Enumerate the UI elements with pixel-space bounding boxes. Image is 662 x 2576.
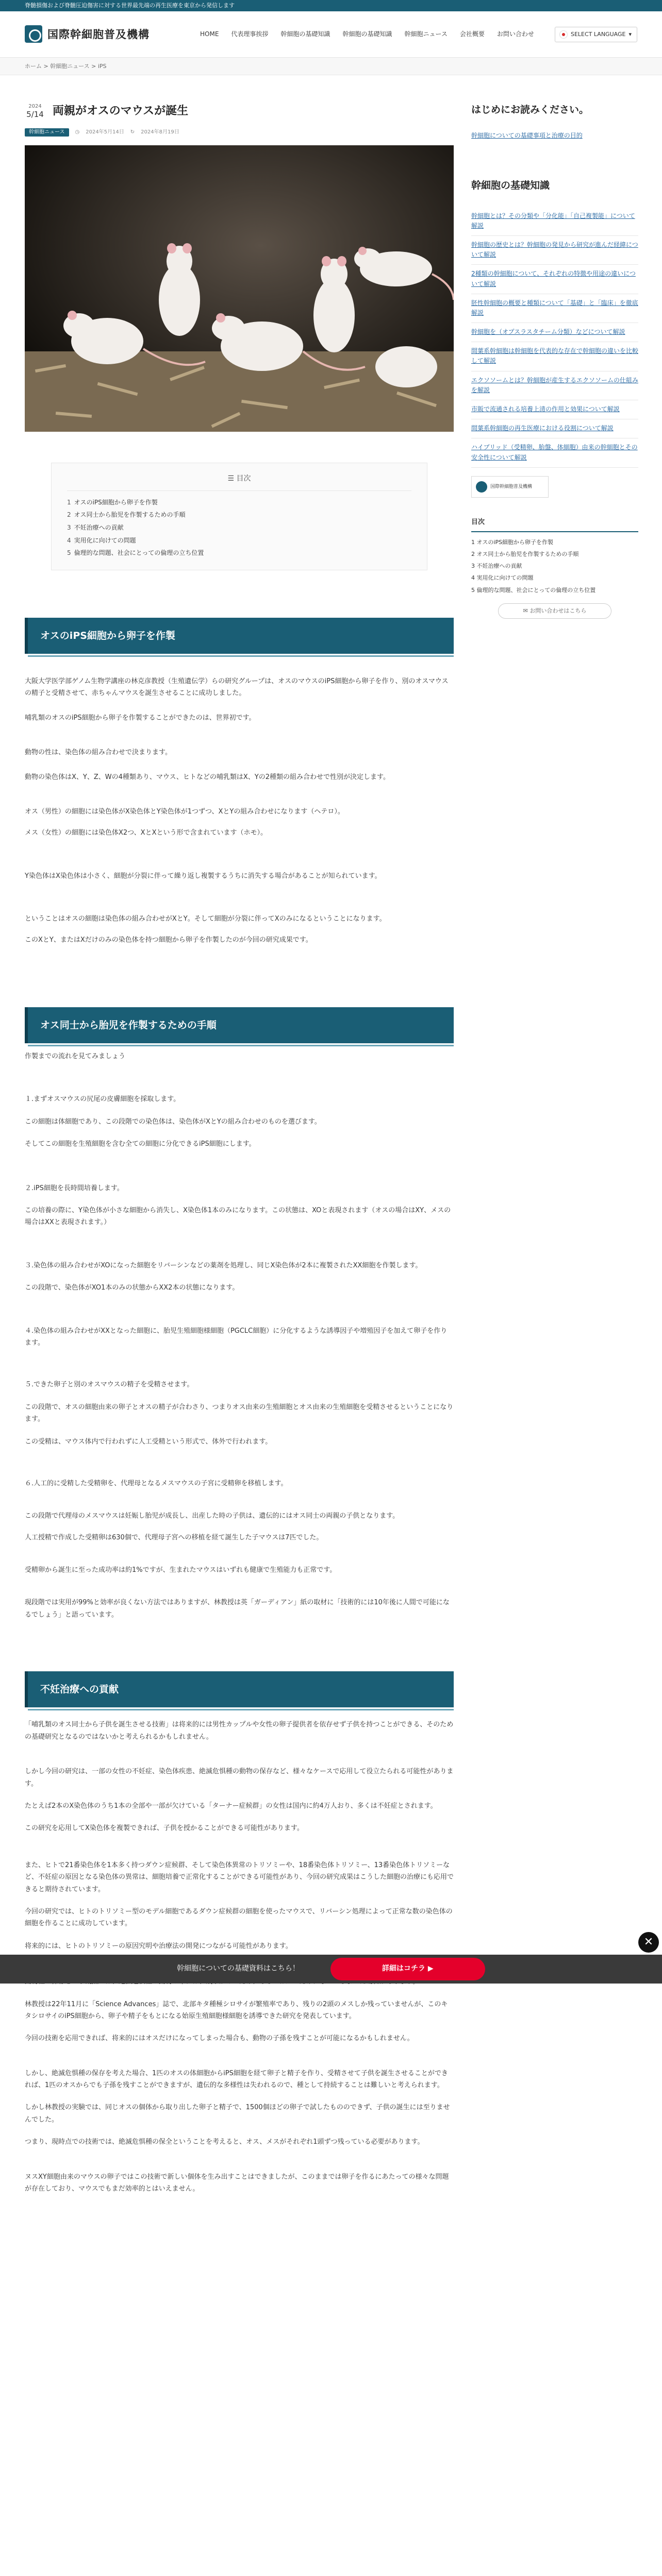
toc-item: 2 オス同士から胎児を作製するための手順 bbox=[471, 551, 579, 558]
category-badge[interactable]: 幹細胞ニュース bbox=[25, 128, 69, 137]
list-item bbox=[471, 438, 638, 467]
mail-icon: ✉ bbox=[523, 607, 530, 614]
paragraph: Y染色体はX染色体は小さく、細胞が分裂に伴って繰り返し複製するうちに消失する場合があることが知られています。 bbox=[25, 872, 382, 880]
sidebar-toc-list bbox=[471, 536, 638, 596]
sidebar-toc-widget bbox=[471, 516, 638, 619]
sidebar-intro-link[interactable]: 幹細胞についての基礎事項と治療の目的 bbox=[471, 132, 583, 140]
paragraph: ２.iPS細胞を長時間培養します。 bbox=[25, 1184, 124, 1192]
list-item bbox=[471, 400, 638, 419]
sidebar-intro-widget bbox=[471, 101, 638, 141]
sidebar-article-link[interactable]: エクソソームとは？幹細胞が産生するエクソソームの仕組みを解説 bbox=[471, 376, 639, 394]
sidebar-article-link[interactable]: 幹細胞を（オプスラスタチーム分類）などについて解説 bbox=[471, 328, 625, 336]
top-announcement-text: 脊髄損傷および脊髄圧迫傷害に対する世界最先端の再生医療を東京から発信します bbox=[25, 2, 235, 9]
toc-item: 5 倫理的な問題、社会にとっての倫理の立ち位置 bbox=[471, 586, 596, 594]
paragraph: 動物の染色体はX、Y、Z、Wの4種類あり、マウス、ヒトなどの哺乳類はX、Yの2種類の組み合わせで性別が決定します。 bbox=[25, 773, 390, 781]
toc-divider bbox=[67, 490, 411, 491]
nav-item-company[interactable]: 会社概要 bbox=[459, 30, 485, 38]
paragraph: つまり、現時点での技術では、絶滅危惧種の保全ということを考えると、オス、メスがそれぞれ1頭ずつ残っている必要があります。 bbox=[25, 2138, 424, 2146]
list-item bbox=[471, 323, 638, 342]
paragraph: この培養の際に、Y染色体が小さな細胞から消失し、X染色体1本のみになります。この状態は、XOと表現されます（オスの場合はXY、メスの場合はXXと表現されます。） bbox=[25, 1206, 451, 1227]
paragraph: ということはオスの細胞は染色体の組み合わせがXとY。そして細胞が分裂に伴ってXのみになるということになります。 bbox=[25, 915, 386, 923]
updated-date: 2024年8月19日 bbox=[141, 129, 179, 135]
logo-icon bbox=[25, 25, 42, 43]
japan-flag-icon bbox=[559, 30, 568, 39]
sidebar-contact-button[interactable]: ✉ お問い合わせはこちら bbox=[498, 603, 611, 619]
paragraph: この段階で、染色体がXO1本のみの状態からXX2本の状態になります。 bbox=[25, 1284, 239, 1292]
global-nav bbox=[200, 29, 534, 40]
nav-item-basics[interactable]: 幹細胞の基礎知識 bbox=[280, 30, 330, 38]
list-item bbox=[471, 236, 638, 265]
paragraph: また、ヒトで21番染色体を1本多く持つダウン症候群、そして染色体異常のトリソミーや、18番染色体トリソミー、13番染色体トリソミーなど、不妊症の原因となる染色体の異常は、細胞培養で正常化することができる可能性があり、今回の研究成果はこうした細胞の治療にも応用できると期待されています。 bbox=[25, 1861, 454, 1893]
paragraph: ５.できた卵子と別のオスマウスの精子を受精させます。 bbox=[25, 1381, 194, 1389]
section-heading: 不妊治療への貢献 bbox=[25, 1671, 454, 1707]
list-item bbox=[471, 342, 638, 371]
sidebar-article-link[interactable]: 幹細胞とは？その分類や「分化能」「自己複製能」について解説 bbox=[471, 212, 635, 229]
toc-item: 1 オスのiPS細胞から卵子を作製 bbox=[67, 498, 158, 506]
refresh-icon: ↻ bbox=[130, 129, 135, 135]
language-selector[interactable] bbox=[555, 27, 637, 42]
nav-item-news[interactable]: 幹細胞ニュース bbox=[404, 30, 448, 38]
paragraph: ヌスXY細胞由来のマウスの卵子ではこの技術で新しい個体を生み出すことはできましたが、このままでは卵子を作るにあたっての様々な問題が存在しており、マウスでもまだ効率的とはいえません。 bbox=[25, 2173, 449, 2193]
toc-item: 3 不妊治療への貢献 bbox=[67, 523, 124, 531]
paragraph: 林教授は22年11月に「Science Advances」誌で、北部キタ種極シロサイが繁殖率であり、残りの2頭のメスしか残っていませんが、このキタシロサイのiPS細胞から、卵子や精子をもとになる始原生殖細胞様細胞を誘導できた研究を発表しています。 bbox=[25, 2000, 448, 2020]
sidebar-article-link[interactable]: 間葉系幹細胞は幹細胞を代表的な存在で幹細胞の違いを比較して解説 bbox=[471, 347, 639, 365]
sidebar-basics-list bbox=[471, 207, 638, 468]
toc-link[interactable]: 実用化に向けての問題 bbox=[476, 574, 534, 582]
list-item bbox=[471, 419, 638, 438]
site-logo[interactable] bbox=[25, 25, 179, 44]
toc-link[interactable]: 実用化に向けての問題 bbox=[74, 536, 136, 544]
sidebar-intro-title: はじめにお読みください。 bbox=[471, 104, 589, 115]
post-date bbox=[25, 103, 45, 120]
toc-item: 5 倫理的な問題、社会にとっての倫理の立ち位置 bbox=[67, 549, 204, 557]
paragraph: そしてこの細胞を生殖細胞を含む全ての細胞に分化できるiPS細胞にします。 bbox=[25, 1140, 256, 1148]
toc-link[interactable]: オス同士から胎児を作製するための手順 bbox=[476, 551, 579, 558]
sidebar bbox=[471, 101, 638, 619]
floating-cta-text: 幹細胞についての基礎資料はこちら！ bbox=[177, 1964, 300, 1973]
post-header bbox=[25, 101, 454, 122]
paragraph: この細胞は体細胞であり、この段階での染色体は、染色体がXとYの組み合わせのものを選びます。 bbox=[25, 1117, 321, 1126]
toc-item: 1 オスのiPS細胞から卵子を作製 bbox=[471, 539, 554, 546]
paragraph: １.まずオスマウスの尻尾の皮膚細胞を採取します。 bbox=[25, 1095, 180, 1104]
organization-logo-icon bbox=[476, 481, 487, 493]
toc-item: 4 実用化に向けての問題 bbox=[67, 536, 136, 544]
paragraph: 人工授精で作成した受精卵は630個で、代理母子宮への移植を経て誕生した子マウスは7匹でした。 bbox=[25, 1533, 323, 1541]
sidebar-banner[interactable] bbox=[471, 476, 549, 498]
paragraph: 将来的には、ヒトのトリソミーの原因究明や治療法の開発につながる可能性があります。 bbox=[25, 1942, 292, 1950]
language-selector-label: SELECT LANGUAGE bbox=[571, 30, 626, 38]
paragraph: しかし、絶滅危惧種の保存を考えた場合、1匹のオスの体細胞からiPS細胞を経て卵子と精子を作り、受精させて子供を誕生させることができれば、1匹のオスからでも子孫を残すことができますが、遺伝的な多様性は失われるので、種として持続することは難しいと考えられます。 bbox=[25, 2069, 448, 2090]
posted-date: 2024年5月14日 bbox=[86, 129, 124, 135]
mice-illustration bbox=[25, 145, 454, 432]
site-header bbox=[0, 11, 662, 58]
toc-item: 3 不妊治療への貢献 bbox=[471, 563, 522, 570]
paragraph: ３.染色体の組み合わせがXOになった細胞をリバーシンなどの薬剤を処理し、同じX染色体が2本に複製されたXX細胞を作製します。 bbox=[25, 1261, 422, 1269]
paragraph: しかし林教授の実験では、同じオスの個体から取り出した卵子と精子で、1500個ほどの卵子で試したもののできず、子供の誕生には至りませんでした。 bbox=[25, 2104, 450, 2124]
nav-item-home[interactable]: HOME bbox=[200, 30, 219, 38]
paragraph: この段階で代理母のメスマウスは妊娠し胎児が成長し、出産した時の子供は、遺伝的にはオス同士の両親の子供となります。 bbox=[25, 1512, 400, 1520]
table-of-contents bbox=[51, 463, 427, 570]
toc-link[interactable]: オスのiPS細胞から卵子を作製 bbox=[476, 539, 554, 546]
section-heading: オスのiPS細胞から卵子を作製 bbox=[25, 618, 454, 654]
hero-image-mice bbox=[25, 145, 454, 432]
section-infertility bbox=[25, 1671, 454, 2195]
paragraph: このXとY、またはXだけのみの染色体を持つ細胞から卵子を作製したのが今回の研究成果です。 bbox=[25, 936, 312, 944]
section-ips-egg bbox=[25, 618, 454, 946]
sidebar-article-link[interactable]: 市販で流通される培養上清の作用と効果について解説 bbox=[471, 405, 620, 413]
toc-title: ☰ 目次 bbox=[227, 474, 251, 483]
post-year: 2024 bbox=[28, 103, 42, 109]
list-item bbox=[471, 265, 638, 294]
paragraph: 今回の技術を応用できれば、将来的にはオスだけになってしまった場合も、動物の子孫を残すことが可能になるかもしれません。 bbox=[25, 2035, 414, 2043]
article-main bbox=[25, 101, 454, 2195]
post-meta bbox=[25, 128, 454, 137]
nav-item-contact[interactable]: お問い合わせ bbox=[496, 30, 534, 38]
floating-cta-button[interactable]: 詳細はコチラ ▶ bbox=[330, 1958, 485, 1980]
paragraph: 「哺乳類のオス同士から子供を誕生させる技術」は将来的には男性カップルや女性の卵子提供者を依存せず子供を持つことができる、そのための基礎研究となるのではないかと考えられるかもしれません。 bbox=[25, 1721, 454, 1741]
toc-item: 4 実用化に向けての問題 bbox=[471, 574, 534, 582]
breadcrumb-text[interactable]: ホーム > 幹細胞ニュース > iPS bbox=[25, 63, 107, 70]
chevron-down-icon: ▾ bbox=[628, 30, 632, 38]
paragraph: オス（男性）の細胞には染色体がX染色体とY染色体が1つずつ、XとYの組み合わせになります（ヘテロ）。 bbox=[25, 807, 344, 816]
paragraph: この段階で、オスの細胞由来の卵子とオスの精子が合わさり、つまりオス由来の生殖細胞とオス由来の生殖細胞を受精させるということになります。 bbox=[25, 1403, 454, 1423]
toc-link[interactable]: 倫理的な問題、社会にとっての倫理の立ち位置 bbox=[476, 586, 596, 594]
paragraph: この研究を応用してX染色体を複製できれば、子供を授かることができる可能性があります。 bbox=[25, 1824, 304, 1833]
clock-icon: ◷ bbox=[75, 129, 80, 135]
nav-item-basics-2[interactable]: 幹細胞の基礎知識 bbox=[342, 30, 392, 38]
section-heading: オス同士から胎児を作製するための手順 bbox=[25, 1007, 454, 1043]
paragraph: 今回の研究では、ヒトのトリソミー型のモデル細胞であるダウン症候群の細胞を使ったマウスで、リバーシン処理によって正常な数の染色体の細胞を作ることに成功しています。 bbox=[25, 1907, 453, 1928]
list-item bbox=[471, 207, 638, 236]
sidebar-basics-title: 幹細胞の基礎知識 bbox=[471, 180, 550, 192]
paragraph: 受精卵から誕生に至った成功率は約1%ですが、生まれたマウスはいずれも健康で生殖能力も正常です。 bbox=[25, 1566, 337, 1574]
logo-text: 国際幹細胞普及機構 bbox=[47, 27, 150, 41]
sidebar-article-link[interactable]: ハイブリッド（受精卵、胎盤、体細胞）由来の幹細胞とその安全性について解説 bbox=[471, 444, 638, 461]
sidebar-banner-text: 国際幹細胞普及機構 bbox=[490, 484, 533, 489]
close-icon[interactable]: ✕ bbox=[638, 1932, 659, 1953]
sidebar-article-link[interactable]: 幹細胞の歴史とは？幹細胞の発見から研究が進んだ経緯について解説 bbox=[471, 241, 638, 259]
toc-list bbox=[67, 496, 411, 560]
toc-link[interactable]: 不妊治療への貢献 bbox=[476, 563, 522, 570]
paragraph: メス（女性）の細胞には染色体X2つ、XとXという形で含まれています（ホモ）。 bbox=[25, 829, 267, 837]
toc-link[interactable]: オスのiPS細胞から卵子を作製 bbox=[74, 498, 158, 506]
toc-link[interactable]: オス同士から胎児を作製するための手順 bbox=[74, 511, 186, 519]
sidebar-article-link[interactable]: 2種類の幹細胞について、それぞれの特徴や用途の違いについて解説 bbox=[471, 270, 636, 287]
top-announcement-bar bbox=[0, 0, 662, 11]
nav-item-greeting[interactable]: 代表理事挨拶 bbox=[231, 30, 269, 38]
toc-link[interactable]: 不妊治療への貢献 bbox=[74, 523, 124, 531]
paragraph: 動物の性は、染色体の組み合わせで決まります。 bbox=[25, 749, 172, 757]
sidebar-toc-title: 目次 bbox=[471, 516, 638, 532]
paragraph: 大阪大学医学部ゲノム生物学講座の林克彦教授（生殖遺伝学）らの研究グループは、オスのマウスのiPS細胞から卵子を作り、別のオスマウスの精子と受精させて、赤ちゃんマウスを誕生させることに成功しました。 bbox=[25, 677, 449, 698]
list-item bbox=[471, 371, 638, 400]
sidebar-basics-widget bbox=[471, 177, 638, 497]
paragraph: たとえば2本のX染色体のうち1本の全部や一部が欠けている「ターナー症候群」の女性は国内に約4万人おり、多くは不妊症とされます。 bbox=[25, 1802, 437, 1810]
paragraph: しかし今回の研究は、一部の女性の不妊症、染色体疾患、絶滅危惧種の動物の保存など、様々なケースで応用して役立たられる可能性があります。 bbox=[25, 1768, 454, 1788]
toc-link[interactable]: 倫理的な問題、社会にとっての倫理の立ち位置 bbox=[74, 549, 204, 557]
toc-item: 2 オス同士から胎児を作製するための手順 bbox=[67, 511, 186, 519]
paragraph: 作製までの流れを見てみましょう bbox=[25, 1053, 126, 1061]
paragraph: ４.染色体の組み合わせがXXとなった細胞に、胎児生殖細胞様細胞（PGCLC細胞）に分化するような誘導因子や増殖因子を加えて卵子を作ります。 bbox=[25, 1327, 448, 1347]
post-month-day: 5/14 bbox=[26, 109, 44, 119]
list-icon: ☰ bbox=[227, 474, 237, 483]
paragraph: 哺乳類のオスのiPS細胞から卵子を作製することができたのは、世界初です。 bbox=[25, 714, 256, 722]
list-item bbox=[471, 294, 638, 323]
paragraph: ６.人工的に受精した受精卵を、代理母となるメスマウスの子宮に受精卵を移植します。 bbox=[25, 1479, 288, 1487]
sidebar-article-link[interactable]: 胚性幹細胞の概要と種類について「基礎」と「臨床」を徹底解説 bbox=[471, 299, 638, 316]
paragraph: この受精は、マウス体内で行われずに人工受精という形式で、体外で行われます。 bbox=[25, 1437, 272, 1446]
section-procedure bbox=[25, 1007, 454, 1621]
sidebar-article-link[interactable]: 間葉系幹細胞の再生医療における役割について解説 bbox=[471, 425, 614, 432]
paragraph: 現段階では実用が99%と効率が良くない方法ではありますが、林教授は英「ガーディアン」紙の取材に「技術的には10年後に人間で可能になるでしょう」と語っています。 bbox=[25, 1599, 450, 1619]
breadcrumb bbox=[0, 58, 662, 75]
post-title: 両親がオスのマウスが誕生 bbox=[53, 105, 189, 117]
